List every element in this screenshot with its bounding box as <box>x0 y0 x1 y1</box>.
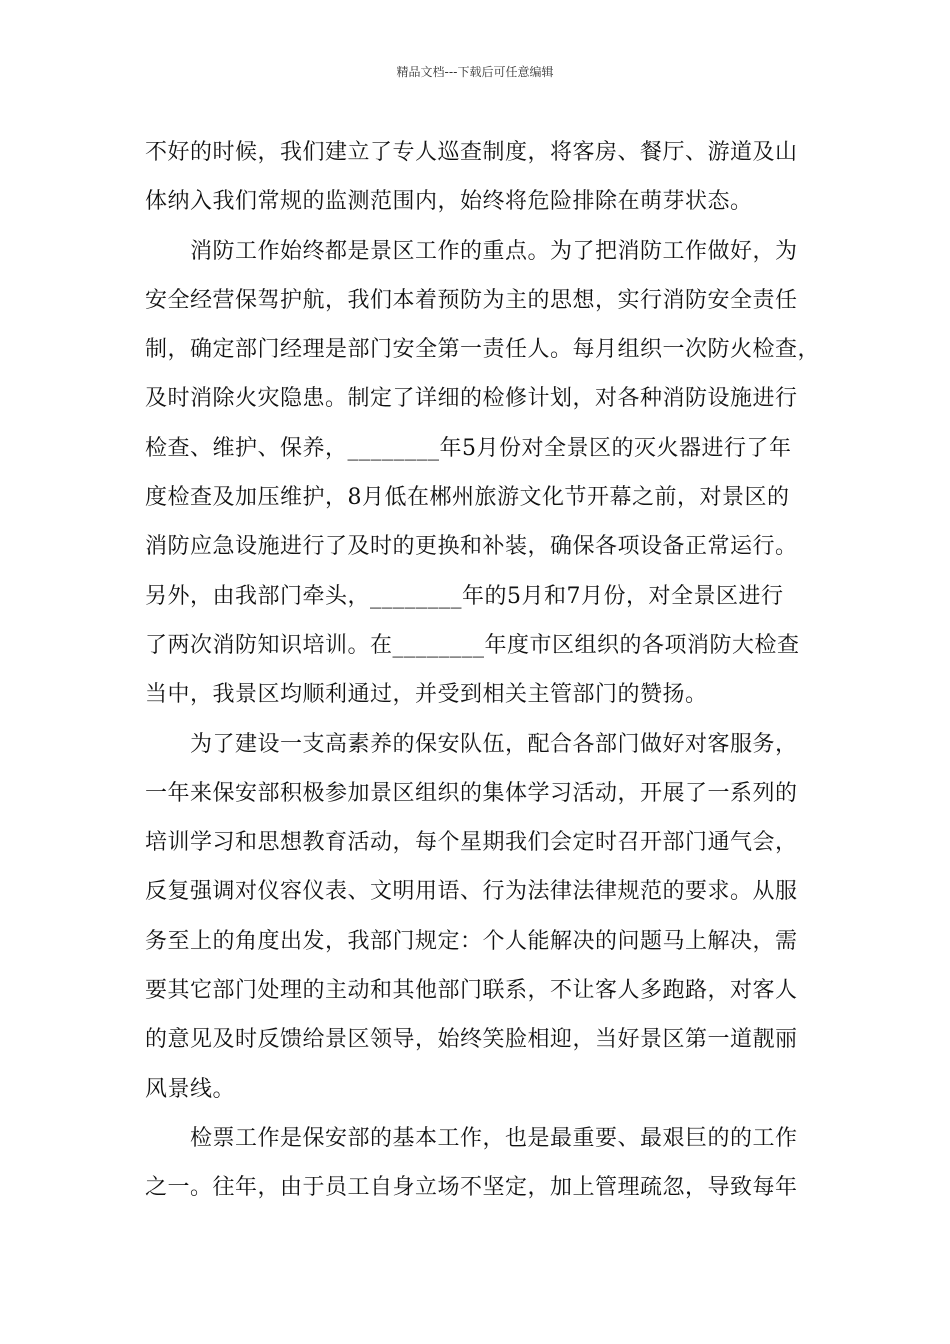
paragraph-start-line: 为了建设一支高素养的保安队伍，配合各部门做好对客服务， <box>190 731 798 757</box>
text-line: 消防应急设施进行了及时的更换和补装，确保各项设备正常运行。 <box>145 534 798 560</box>
text-line: 一年来保安部积极参加景区组织的集体学习活动，开展了一系列的 <box>145 780 798 806</box>
paragraph-start-line: 消防工作始终都是景区工作的重点。为了把消防工作做好，为 <box>190 238 798 264</box>
text-line: 之一。往年，由于员工自身立场不坚定，加上管理疏忽，导致每年 <box>145 1175 798 1201</box>
text-line: 另外，由我部门牵头，________年的5月和7月份，对全景区进行 <box>145 583 784 609</box>
page-header: 精品文档---下载后可任意编辑 <box>396 65 554 79</box>
text-line: 要其它部门处理的主动和其他部门联系，不让客人多跑路，对客人 <box>145 978 798 1004</box>
text-line: 及时消除火灾隐患。制定了详细的检修计划，对各种消防设施进行 <box>145 386 798 412</box>
text-line: 务至上的角度出发，我部门规定：个人能解决的问题马上解决，需 <box>145 928 798 954</box>
text-line: 制，确定部门经理是部门安全第一责任人。每月组织一次防火检查， <box>145 337 821 363</box>
text-line: 的意见及时反馈给景区领导，始终笑脸相迎，当好景区第一道靓丽 <box>145 1027 798 1053</box>
text-line: 了两次消防知识培训。在________年度市区组织的各项消防大检查 <box>145 632 800 658</box>
text-line: 当中，我景区均顺利通过，并受到相关主管部门的赞扬。 <box>145 682 708 708</box>
text-line: 不好的时候，我们建立了专人巡查制度，将客房、餐厅、游道及山 <box>145 140 798 165</box>
text-line: 度检查及加压维护，8月低在郴州旅游文化节开幕之前，对景区的 <box>145 485 790 511</box>
text-line: 反复强调对仪容仪表、文明用语、行为法律法律规范的要求。从服 <box>145 879 798 905</box>
text-line: 检查、维护、保养，________年5月份对全景区的灭火器进行了年 <box>145 435 792 461</box>
document-body <box>145 128 821 1213</box>
text-line: 体纳入我们常规的监测范围内，始终将危险排除在萌芽状态。 <box>145 189 753 215</box>
paragraph-start-line: 检票工作是保安部的基本工作，也是最重要、最艰巨的的工作 <box>190 1125 798 1151</box>
text-line: 培训学习和思想教育活动，每个星期我们会定时召开部门通气会， <box>145 830 798 856</box>
text-line: 安全经营保驾护航，我们本着预防为主的思想，实行消防安全责任 <box>145 287 798 313</box>
text-line: 风景线。 <box>145 1076 236 1102</box>
